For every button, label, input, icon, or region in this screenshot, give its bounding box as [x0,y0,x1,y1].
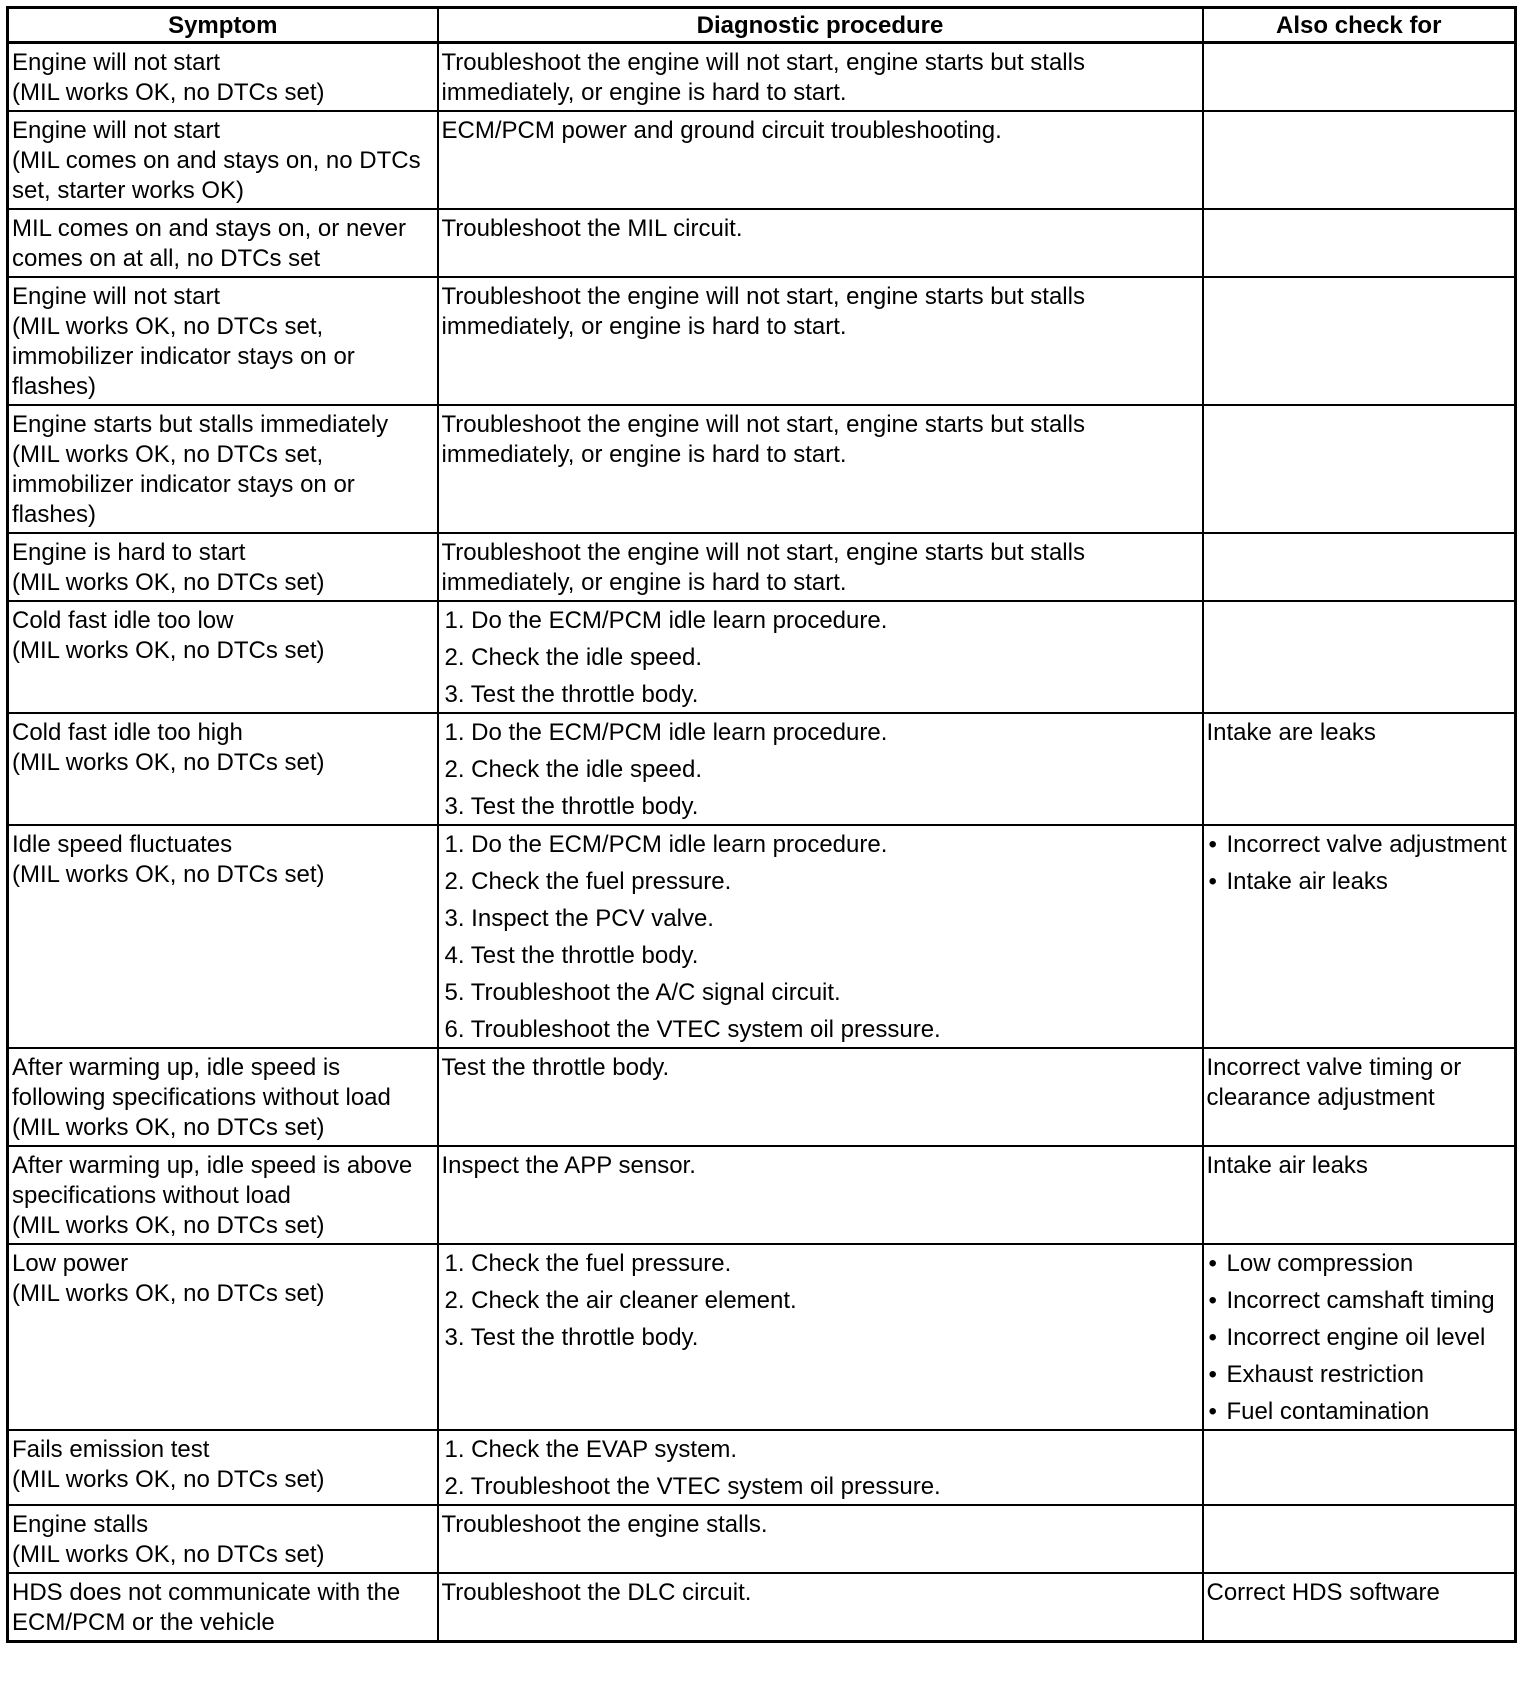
table-row [8,111,1516,209]
symptom-cell [8,1048,438,1146]
procedure-step: 3. Test the throttle body. [444,681,699,708]
also-check-list [1207,1249,1511,1427]
header-diagnostic-procedure: Diagnostic procedure [438,8,1203,43]
symptom-cell [8,1505,438,1573]
diagnostic-procedure-cell [438,825,1203,1048]
symptom-line: Cold fast idle too high [12,719,243,746]
symptom-line: Engine is hard to start [12,539,246,566]
also-check-cell [1203,111,1516,209]
diagnostic-procedure-cell [438,1430,1203,1505]
symptom-line: Cold fast idle too low [12,607,234,634]
symptom-line: Engine starts but stalls immediately [12,411,389,438]
procedure-steps [442,830,1198,1045]
procedure-step: 5. Troubleshoot the A/C signal circuit. [444,979,841,1006]
also-check-cell [1203,405,1516,533]
diagnostic-procedure-cell [438,533,1203,601]
diagnostic-procedure-cell [438,1573,1203,1642]
diagnostic-procedure-cell [438,1505,1203,1573]
also-check-cell [1203,1573,1516,1642]
also-check-cell [1203,533,1516,601]
procedure-text: Inspect the APP sensor. [441,1152,696,1179]
table-body [8,43,1516,1642]
symptom-line: (MIL works OK, no DTCs set, immobilizer indicator stays on or flashes) [12,441,355,528]
header-also-check-for: Also check for [1203,8,1516,43]
diagnostic-procedure-cell [438,277,1203,405]
table-row [8,1244,1516,1430]
procedure-steps [442,1249,1198,1353]
procedure-text: Troubleshoot the DLC circuit. [441,1579,752,1606]
symptom-line: After warming up, idle speed is following specifications without load [12,1054,391,1111]
symptom-line: (MIL works OK, no DTCs set) [12,1466,325,1493]
diagnostic-procedure-cell [438,43,1203,112]
table-row [8,277,1516,405]
symptom-line: (MIL works OK, no DTCs set) [12,79,325,106]
symptom-cell [8,1244,438,1430]
procedure-step: 1. Do the ECM/PCM idle learn procedure. [444,607,888,634]
also-check-cell [1203,1430,1516,1505]
diagnostic-procedure-cell [438,111,1203,209]
procedure-text: Troubleshoot the engine stalls. [441,1511,768,1538]
table-row [8,209,1516,277]
also-check-cell [1203,825,1516,1048]
diagnostic-procedure-cell [438,1146,1203,1244]
also-check-cell [1203,1244,1516,1430]
procedure-step: 1. Check the EVAP system. [444,1436,738,1463]
symptom-line: After warming up, idle speed is above specifications without load [12,1152,413,1209]
table-row [8,825,1516,1048]
table-row [8,1048,1516,1146]
also-check-item: • Incorrect camshaft timing [1207,1286,1511,1316]
also-check-text: Intake are leaks [1206,719,1376,746]
procedure-step: 3. Test the throttle body. [444,1324,699,1351]
also-check-list [1207,830,1511,897]
also-check-item: • Fuel contamination [1207,1397,1511,1427]
symptom-cell [8,111,438,209]
symptom-cell [8,1430,438,1505]
header-row [8,8,1516,43]
troubleshooting-sheet [6,6,1514,1643]
table-header [8,8,1516,43]
symptom-line: Engine will not start [12,49,221,76]
symptom-troubleshooting-table [6,6,1517,1643]
procedure-step: 3. Test the throttle body. [444,793,699,820]
diagnostic-procedure-cell [438,405,1203,533]
table-row [8,713,1516,825]
table-row [8,1505,1516,1573]
symptom-line: (MIL works OK, no DTCs set) [12,861,325,888]
table-row [8,1573,1516,1642]
also-check-text: Correct HDS software [1206,1579,1440,1606]
symptom-line: Engine will not start [12,283,221,310]
symptom-line: (MIL comes on and stays on, no DTCs set, starter works OK) [12,147,421,204]
procedure-step: 2. Check the air cleaner element. [444,1287,797,1314]
also-check-cell [1203,1146,1516,1244]
also-check-cell [1203,277,1516,405]
table-row [8,601,1516,713]
procedure-steps [442,718,1198,822]
procedure-step: 1. Do the ECM/PCM idle learn procedure. [444,831,888,858]
symptom-line: (MIL works OK, no DTCs set) [12,1280,325,1307]
also-check-cell [1203,43,1516,112]
table-row [8,43,1516,112]
symptom-line: (MIL works OK, no DTCs set, immobilizer indicator stays on or flashes) [12,313,355,400]
procedure-text: Troubleshoot the engine will not start, engine starts but stalls immediately, or engine is hard to start. [441,283,1085,340]
symptom-cell [8,209,438,277]
also-check-text: Intake air leaks [1206,1152,1368,1179]
procedure-text: Troubleshoot the engine will not start, engine starts but stalls immediately, or engine is hard to start. [441,539,1085,596]
procedure-step: 2. Check the idle speed. [444,756,702,783]
symptom-line: (MIL works OK, no DTCs set) [12,1541,325,1568]
table-row [8,405,1516,533]
symptom-line: Engine stalls [12,1511,149,1538]
procedure-steps [442,606,1198,710]
procedure-step: 6. Troubleshoot the VTEC system oil pressure. [444,1016,941,1043]
table-row [8,533,1516,601]
procedure-step: 2. Check the fuel pressure. [444,868,732,895]
symptom-line: (MIL works OK, no DTCs set) [12,637,325,664]
symptom-cell [8,601,438,713]
also-check-cell [1203,1505,1516,1573]
diagnostic-procedure-cell [438,713,1203,825]
symptom-line: (MIL works OK, no DTCs set) [12,569,325,596]
procedure-step: 2. Troubleshoot the VTEC system oil pressure. [444,1473,941,1500]
also-check-cell [1203,601,1516,713]
table-row [8,1146,1516,1244]
also-check-cell [1203,1048,1516,1146]
diagnostic-procedure-cell [438,1048,1203,1146]
also-check-item: • Intake air leaks [1207,867,1511,897]
procedure-step: 3. Inspect the PCV valve. [444,905,714,932]
procedure-step: 2. Check the idle speed. [444,644,702,671]
also-check-cell [1203,209,1516,277]
symptom-line: Low power [12,1250,129,1277]
also-check-text: Incorrect valve timing or clearance adjustment [1206,1054,1462,1111]
symptom-line: HDS does not communicate with the ECM/PCM or the vehicle [12,1579,401,1636]
symptom-cell [8,1146,438,1244]
diagnostic-procedure-cell [438,209,1203,277]
symptom-cell [8,533,438,601]
symptom-cell [8,405,438,533]
symptom-line: Engine will not start [12,117,221,144]
header-symptom: Symptom [8,8,438,43]
symptom-line: (MIL works OK, no DTCs set) [12,1212,325,1239]
procedure-text: Test the throttle body. [441,1054,670,1081]
also-check-cell [1203,713,1516,825]
symptom-line: (MIL works OK, no DTCs set) [12,1114,325,1141]
also-check-item: • Incorrect engine oil level [1207,1323,1511,1353]
also-check-item: • Incorrect valve adjustment [1207,830,1511,860]
symptom-line: Fails emission test [12,1436,210,1463]
procedure-text: ECM/PCM power and ground circuit troubleshooting. [441,117,1002,144]
symptom-cell [8,713,438,825]
diagnostic-procedure-cell [438,1244,1203,1430]
symptom-line: Idle speed fluctuates [12,831,233,858]
symptom-cell [8,1573,438,1642]
procedure-step: 1. Check the fuel pressure. [444,1250,732,1277]
symptom-cell [8,277,438,405]
procedure-text: Troubleshoot the engine will not start, engine starts but stalls immediately, or engine is hard to start. [441,49,1085,106]
procedure-text: Troubleshoot the engine will not start, engine starts but stalls immediately, or engine is hard to start. [441,411,1085,468]
symptom-line: MIL comes on and stays on, or never comes on at all, no DTCs set [12,215,406,272]
symptom-line: (MIL works OK, no DTCs set) [12,749,325,776]
procedure-step: 1. Do the ECM/PCM idle learn procedure. [444,719,888,746]
also-check-item: • Exhaust restriction [1207,1360,1511,1390]
symptom-cell [8,43,438,112]
procedure-text: Troubleshoot the MIL circuit. [441,215,743,242]
table-row [8,1430,1516,1505]
symptom-cell [8,825,438,1048]
also-check-item: • Low compression [1207,1249,1511,1279]
diagnostic-procedure-cell [438,601,1203,713]
procedure-step: 4. Test the throttle body. [444,942,699,969]
procedure-steps [442,1435,1198,1502]
